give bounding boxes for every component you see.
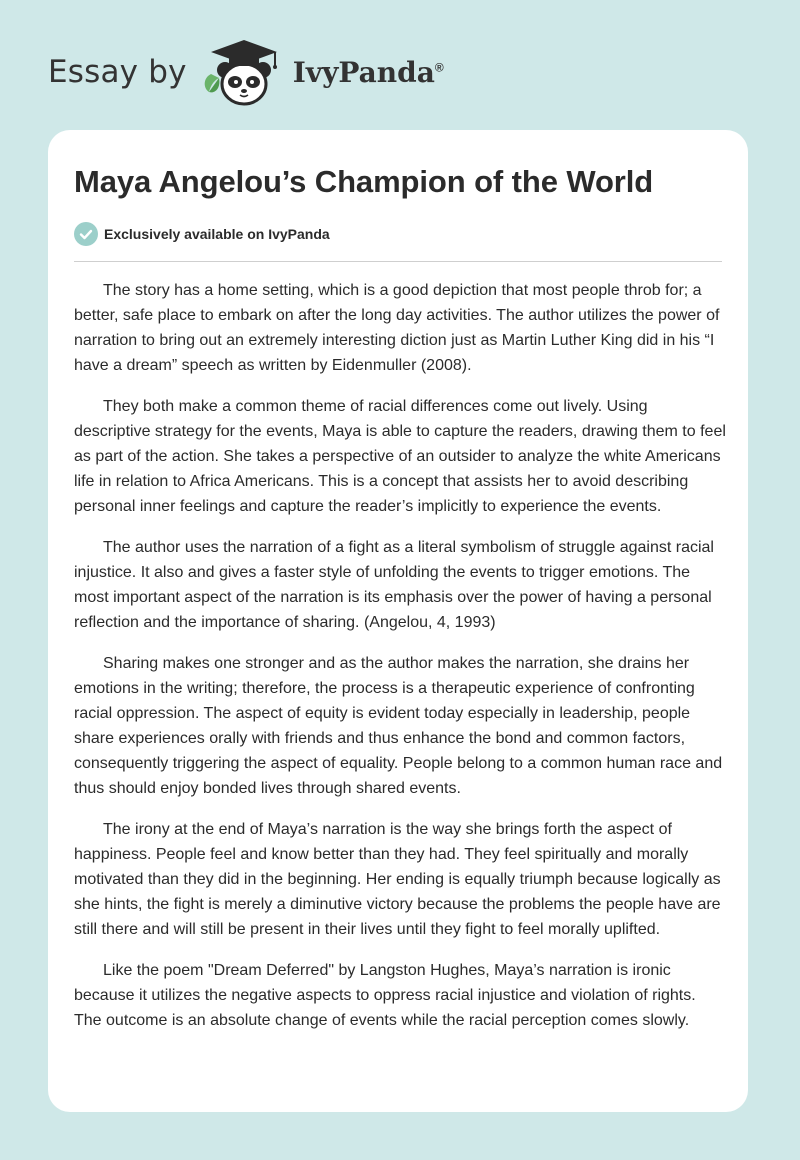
essay-body (74, 278, 726, 1049)
brand-name: IvyPanda® (292, 55, 444, 89)
checkmark-icon (74, 222, 98, 246)
page-title: Maya Angelou’s Champion of the World (74, 164, 654, 199)
registered-mark: ® (434, 60, 444, 75)
exclusive-badge (74, 222, 330, 246)
paragraph: Sharing makes one stronger and as the author makes the narration, she drains her emotions in the writing; therefore, the process is a therapeutic experience of confronting racial oppression. The aspect of equity is evident today especially in leadership, people share experiences orally with friends and thus enhance the bond and common factors, consequently triggering the aspect of equality. People belong to a common human race and thus should enjoy bonded lives through shared events. (74, 655, 723, 797)
badge-text: Exclusively available on IvyPanda (104, 226, 330, 242)
paragraph: The irony at the end of Maya’s narration is the way she brings forth the aspect of happiness. People feel and know better than they had. They feel spiritually and morally motivated than they did in the beginning. Her ending is equally triumph because logically as she hints, the fight is merely a diminutive victory because the problems the people have are still there and will still be present in their lives until they fight to feel morally uplifted. (74, 821, 721, 938)
brand-header (48, 34, 488, 110)
paragraph: Like the poem "Dream Deferred" by Langston Hughes, Maya’s narration is ironic because it utilizes the negative aspects to oppress racial injustice and violation of rights. The outcome is an absolute change of events while the racial perception comes slowly. (74, 962, 696, 1029)
essay-card (48, 130, 748, 1112)
divider (74, 261, 722, 262)
paragraph: They both make a common theme of racial differences come out lively. Using descriptive strategy for the events, Maya is able to capture the readers, drawing them to feel as part of the action. She takes a perspective of an outsider to analyze the white Americans life in relation to Africa Americans. This is a concept that assists her to avoid describing personal inner feelings and capture the reader’s implicitly to experience the events. (74, 398, 726, 515)
panda-mascot-icon (197, 34, 289, 110)
paragraph: The story has a home setting, which is a good depiction that most people throb for; a better, safe place to embark on after the long day activities. The author utilizes the power of narration to bring out an extremely interesting diction just as Martin Luther King did in his “I have a dream” speech as written by Eidenmuller (2008). (74, 282, 720, 374)
paragraph: The author uses the narration of a fight as a literal symbolism of struggle against racial injustice. It also and gives a faster style of unfolding the events to trigger emotions. The most important aspect of the narration is its emphasis over the power of having a personal reflection and the importance of sharing. (Angelou, 4, 1993) (74, 539, 714, 631)
brand-prefix: Essay by (48, 54, 187, 90)
